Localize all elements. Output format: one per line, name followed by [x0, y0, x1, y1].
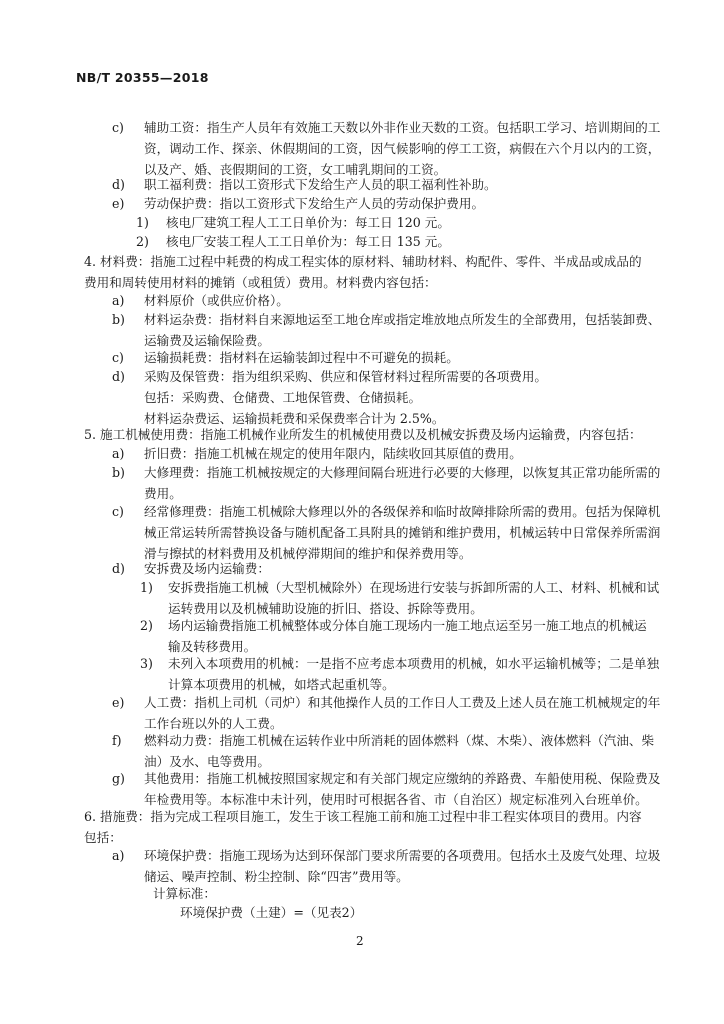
paragraph-line: 燃料动力费：指施工机械在运转作业中所消耗的固体燃料（煤、木柴）、液体燃料（汽油、柴 [144, 733, 655, 748]
paragraph-line: 安拆费及场内运输费： [144, 561, 270, 576]
subitem-label: 3) [140, 656, 153, 671]
item-label: a) [112, 293, 125, 308]
machinery-subitem-1 [140, 577, 668, 619]
machinery-item-e [112, 692, 668, 734]
materials-item-a [112, 290, 668, 311]
machinery-subitem-2 [140, 615, 668, 657]
paragraph-line: 核电厂建筑工程人工工日单价为：每工日 120 元。 [166, 215, 450, 230]
machinery-item-b [112, 462, 668, 504]
item-label: c) [112, 120, 124, 135]
paragraph-line: 辅助工资：指生产人员年有效施工天数以外非作业天数的工资。包括职工学习、培训期间的工 [144, 120, 661, 135]
section-heading-line: 6. 措施费：指为完成工程项目施工，发生于该工程施工前和施工过程中非工程实体项目的费用。内容 [84, 809, 642, 824]
calc-label-text: 计算标准： [153, 886, 216, 901]
machinery-subitem-3 [140, 653, 668, 695]
section-heading-line: 包括： [84, 830, 122, 845]
formula-text: 环境保护费（土建）=（见表2） [180, 905, 363, 920]
paragraph-line: 输及转移费用。 [168, 639, 257, 654]
paragraph-line: 经常修理费：指施工机械除大修理以外的各级保养和临时故障排除所需的费用。包括为保障机 [144, 504, 661, 519]
section-4-materials [84, 251, 668, 293]
subitem-building-rate [136, 212, 656, 233]
paragraph-line: 职工福利费：指以工资形式下发给生产人员的职工福利性补助。 [144, 177, 497, 192]
paragraph-line: 其他费用：指施工机械按照国家规定和有关部门规定应缴纳的养路费、车船使用税、保险费及 [144, 771, 661, 786]
paragraph-line: 械正常运转所需替换设备与随机配备工具附具的摊销和维护费用，机械运转中日常保养所需润 [144, 525, 661, 540]
section-heading-line: 费用和周转使用材料的摊销（或租赁）费用。材料费内容包括： [84, 275, 437, 290]
paragraph-line: 人工费：指机上司机（司炉）和其他操作人员的工作日人工费及上述人员在施工机械规定的年 [144, 695, 661, 710]
environment-fee-formula [180, 902, 660, 923]
paragraph-line: 运转费用以及机械辅助设施的折旧、搭设、拆除等费用。 [168, 601, 483, 616]
paragraph-line: 安拆费指施工机械（大型机械除外）在现场进行安装与拆卸所需的人工、材料、机械和试 [168, 580, 660, 595]
section-heading-line: 5. 施工机械使用费：指施工机械作业所发生的机械使用费以及机械安拆费及场内运输费，内容包括： [84, 427, 642, 442]
materials-item-d [112, 366, 668, 429]
item-label: c) [112, 350, 124, 365]
paragraph-line: 资，调动工作、探亲、休假期间的工资，因气候影响的停工工资，病假在六个月以内的工资， [144, 141, 661, 156]
section-6-measures [84, 806, 668, 848]
paragraph-line: 油）及水、电等费用。 [144, 754, 270, 769]
item-label: b) [112, 312, 125, 327]
item-label: e) [112, 695, 125, 710]
subitem-label: 1) [140, 580, 153, 595]
materials-item-b [112, 309, 668, 351]
paragraph-line: 工作台班以外的人工费。 [144, 716, 283, 731]
paragraph-line: 计算本项费用的机械，如塔式起重机等。 [168, 677, 395, 692]
item-e-labor-protection [112, 193, 668, 214]
section-heading-line: 4. 材料费：指施工过程中耗费的构成工程实体的原材料、辅助材料、构配件、零件、半成品或成品的 [84, 254, 642, 269]
paragraph-line: 年检费用等。本标准中未计列，使用时可根据各省、市（自治区）规定标准列入台班单价。 [144, 792, 648, 807]
paragraph-line: 材料原价（或供应价格）。 [144, 293, 289, 308]
paragraph-line: 运输费及运输保险费。 [144, 333, 270, 348]
subitem-label: 1) [136, 215, 149, 230]
calculation-standard-label [153, 883, 653, 904]
machinery-item-f [112, 730, 668, 772]
paragraph-line: 劳动保护费：指以工资形式下发给生产人员的劳动保护费用。 [144, 196, 485, 211]
paragraph-line: 材料运杂费：指材料自来源地运至工地仓库或指定堆放地点所发生的全部费用，包括装卸费、 [144, 312, 661, 327]
machinery-item-g [112, 768, 668, 810]
subitem-label: 2) [136, 234, 149, 249]
paragraph-line: 包括：采购费、仓储费、工地保管费、仓储损耗。 [144, 390, 422, 405]
item-c-auxiliary-wage [112, 117, 668, 180]
paragraph-line: 核电厂安装工程人工工日单价为：每工日 135 元。 [166, 234, 450, 249]
paragraph-line: 以及产、婚、丧假期间的工资，女工哺乳期间的工资。 [144, 162, 447, 177]
page-number: 2 [356, 934, 364, 948]
item-label: d) [112, 369, 125, 384]
paragraph-line: 大修理费：指施工机械按规定的大修理间隔台班进行必要的大修理，以恢复其正常功能所需的 [144, 465, 661, 480]
item-label: e) [112, 196, 125, 211]
section-5-machinery [84, 424, 668, 445]
paragraph-line: 环境保护费：指施工现场为达到环保部门要求所需要的各项费用。包括水土及废气处理、垃圾 [144, 848, 661, 863]
item-label: c) [112, 504, 124, 519]
paragraph-line: 费用。 [144, 486, 182, 501]
paragraph-line: 采购及保管费：指为组织采购、供应和保管材料过程所需要的各项费用。 [144, 369, 547, 384]
item-label: b) [112, 465, 125, 480]
machinery-item-c [112, 501, 668, 564]
paragraph-line: 材料运杂费运、运输损耗费和采保费率合计为 2.5%。 [144, 411, 445, 426]
standard-code-header: NB/T 20355—2018 [76, 70, 209, 85]
paragraph-line: 储运、噪声控制、粉尘控制、除“四害”费用等。 [144, 869, 409, 884]
paragraph-line: 滑与擦拭的材料费用及机械停滞期间的维护和保养费用等。 [144, 546, 472, 561]
item-label: a) [112, 848, 125, 863]
item-label: f) [112, 733, 122, 748]
item-label: d) [112, 561, 125, 576]
paragraph-line: 运输损耗费：指材料在运输装卸过程中不可避免的损耗。 [144, 350, 459, 365]
machinery-item-a [112, 443, 668, 464]
paragraph-line: 未列入本项费用的机械：一是指不应考虑本项费用的机械，如水平运输机械等；二是单独 [168, 656, 660, 671]
item-d-welfare [112, 174, 668, 195]
subitem-label: 2) [140, 618, 153, 633]
machinery-item-d [112, 558, 668, 579]
subitem-installation-rate [136, 231, 656, 252]
item-label: a) [112, 446, 125, 461]
item-label: d) [112, 177, 125, 192]
paragraph-line: 场内运输费指施工机械整体或分体自施工现场内一施工地点运至另一施工地点的机械运 [168, 618, 647, 633]
item-label: g) [112, 771, 125, 786]
materials-item-c [112, 347, 668, 368]
paragraph-line: 折旧费：指施工机械在规定的使用年限内，陆续收回其原值的费用。 [144, 446, 522, 461]
measures-item-a [112, 845, 668, 887]
